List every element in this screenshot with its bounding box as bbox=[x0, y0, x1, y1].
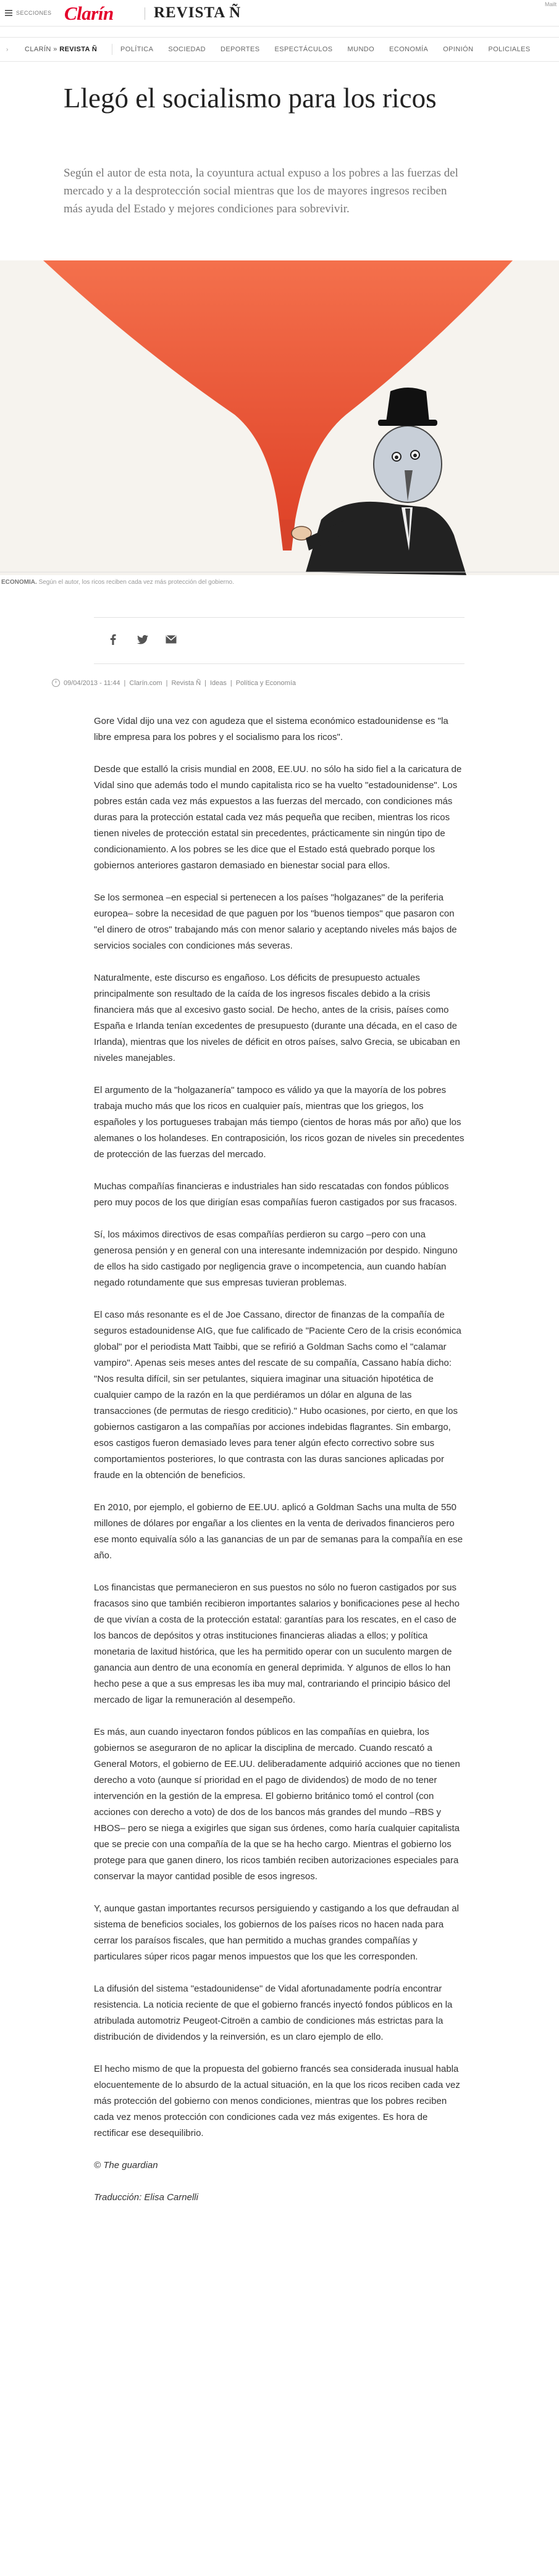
breadcrumb-site[interactable]: CLARÍN bbox=[25, 46, 51, 53]
article-meta bbox=[52, 679, 296, 687]
article-paragraph: Y, aunque gastan importantes recursos persiguiendo y castigando a los que defraudan al sistema de beneficios sociales, los gobiernos de los países ricos no hacen nada para cerrar los paraísos fiscales, que han permitido a muchas grandes compañías y particulares súper ricos pagar menos impuestos que los que les corresponden. bbox=[94, 1903, 459, 1962]
share-email-button[interactable] bbox=[163, 631, 179, 647]
hero-illustration bbox=[0, 260, 559, 575]
meta-separator: | bbox=[204, 679, 206, 687]
clock-icon bbox=[52, 679, 60, 687]
article-paragraph: Se los sermonea –en especial si pertenecen a los países "holgazanes" de la periferia europea– sobre la necesidad de que paguen por los "buenos tiempos" que pasaron con "el dinero de otros" trabajando más con menor salario y aceptando niveles más bajos de servicios sociales con condiciones más severas. bbox=[94, 892, 457, 951]
sections-menu-label: SECCIONES bbox=[16, 10, 52, 16]
nav-item-espectaculos[interactable]: ESPECTÁCULOS bbox=[274, 46, 333, 53]
article-paragraph: La difusión del sistema "estadounidense" de Vidal afortunadamente podría encontrar resistencia. La noticia reciente de que el gobierno francés inyectó fondos públicos en la atribulada automotriz Peugeot-Citroën a cambio de condiciones más estrictas para la distribución de dividendos y la reinversión, es un claro ejemplo de ello. bbox=[94, 1984, 453, 2042]
meta-subtopic-link[interactable]: Política y Economía bbox=[235, 679, 296, 687]
meta-date: 09/04/2013 - 11:44 bbox=[64, 679, 120, 687]
article-paragraph: El hecho mismo de que la propuesta del gobierno francés sea considerada inusual habla elocuentemente de lo absurdo de la actual situación, en la que los ricos reciben cada vez más protección del gobierno con menos condiciones, mientras que los pobres reciben cada vez menos protección con condiciones cada vez más exigentes. Es hora de rectificar ese desequilibrio. bbox=[94, 2064, 460, 2138]
clarin-logo[interactable]: Clarín bbox=[64, 2, 114, 24]
share-bar bbox=[94, 617, 464, 664]
email-icon bbox=[166, 635, 177, 644]
twitter-icon bbox=[137, 635, 148, 644]
image-caption bbox=[1, 579, 234, 586]
meta-separator: | bbox=[166, 679, 168, 687]
share-facebook-button[interactable] bbox=[105, 631, 121, 647]
meta-topic-link[interactable]: Ideas bbox=[210, 679, 227, 687]
article-paragraph: Los financistas que permanecieron en sus puestos no sólo no fueron castigados por sus fracasos sino que también recibieron importantes salarios y bonificaciones pese al hecho de que vivían a costa de la protección estatal: garantías para los rescates, en el caso de los bancos de depósitos y otras instituciones financieras aliadas a ellos; y política monetaria de laxitud histórica, que les ha permitido operar con un suculento margen de ganancia aun dentro de una economía en general deprimida. Y algunos de ellos lo han hecho pese a que a sus empresas les iba muy mal, contrariando el principio básico del mercado de ligar la remuneración al desempeño. bbox=[94, 1582, 460, 1705]
nav-item-policiales[interactable]: POLICIALES bbox=[488, 46, 531, 53]
signature-source: © The guardian bbox=[94, 2160, 158, 2171]
nav-item-mundo[interactable]: MUNDO bbox=[347, 46, 375, 53]
article-paragraph: Es más, aun cuando inyectaron fondos públicos en las compañías en quiebra, los gobiernos se aseguraron de no aplicar la disciplina de mercado. Cuando rescató a General Motors, el gobierno de EE.UU. deliberadamente adquirió acciones que no tienen derecho a voto (aunque sí prioridad en el pago de dividendos) de modo de no tener intervención en la gestión de la empresa. El gobierno británico tomó el control (con acciones con derecho a voto) de dos de los bancos más grandes del mundo –RBS y HBOS– pero se niega a exigirles que sigan sus órdenes, como haría cualquier capitalista que se precie con una compañía de la que se ha hecho cargo. Mientras el gobierno los protege para que ganen dinero, los ricos también reciben autorizaciones especiales para conservar la mayor cantidad posible de esos ingresos. bbox=[94, 1727, 460, 1882]
nav-item-economia[interactable]: ECONOMÍA bbox=[389, 46, 429, 53]
nav-item-deportes[interactable]: DEPORTES bbox=[220, 46, 260, 53]
nav-item-sociedad[interactable]: SOCIEDAD bbox=[168, 46, 206, 53]
breadcrumb bbox=[25, 46, 97, 53]
nav-item-opinion[interactable]: OPINIÓN bbox=[443, 46, 474, 53]
meta-separator: | bbox=[124, 679, 126, 687]
menu-icon bbox=[5, 10, 12, 16]
article-paragraph: Desde que estalló la crisis mundial en 2008, EE.UU. no sólo ha sido fiel a la caricatura de Vidal sino que además todo el mundo capitalista rico se ha vuelto "estadounidense". Los pobres están cada vez más expuestos a las fuerzas del mercado, con condiciones más duras para la protección estatal cada vez más pequeña que reciben, mientras los ricos tienen niveles de protección estatal sin precedentes, prácticamente sin ningún tipo de condicionamiento. A los pobres se les dice que el Estado está quebrado porque los gobiernos anteriores gastaron demasiado en bienestar social para ellos. bbox=[94, 764, 462, 871]
revista-n-logo[interactable]: REVISTA Ñ bbox=[154, 4, 242, 21]
sections-menu-button[interactable] bbox=[5, 6, 52, 20]
article-paragraph: En 2010, por ejemplo, el gobierno de EE.UU. aplicó a Goldman Sachs una multa de 550 millones de dólares por engañar a los clientes en la venta de derivados financieros pero ese monto equivalía sólo a las ganancias de un par de semanas para la compañía en ese año. bbox=[94, 1502, 463, 1561]
nav-toggle-icon[interactable]: › bbox=[6, 46, 9, 53]
meta-section-link[interactable]: Revista Ñ bbox=[171, 679, 201, 687]
meta-source-link[interactable]: Clarín.com bbox=[129, 679, 162, 687]
nav-items bbox=[120, 46, 545, 53]
article-title: Llegó el socialismo para los ricos bbox=[64, 83, 437, 114]
top-bar bbox=[0, 0, 559, 27]
caption-label: ECONOMIA. bbox=[1, 579, 37, 586]
caption-text: Según el autor, los ricos reciben cada vez más protección del gobierno. bbox=[38, 579, 234, 586]
article-paragraph: Muchas compañías financieras e industriales han sido rescatadas con fondos públicos pero muy pocos de los que dirigían esas compañías fueron castigados por sus fracasos. bbox=[94, 1181, 457, 1208]
nav-item-politica[interactable]: POLÍTICA bbox=[120, 46, 154, 53]
article-paragraph: Sí, los máximos directivos de esas compañías perdieron su cargo –pero con una generosa pensión y en general con una interesante indemnización por despido. Ninguno de ellos ha sido castigado por negligencia grave o incompetencia, aun cuando habían negado rotundamente que sus empresas tuvieran problemas. bbox=[94, 1229, 458, 1288]
breadcrumb-section[interactable]: REVISTA Ñ bbox=[59, 46, 98, 53]
article-body bbox=[94, 713, 464, 2222]
facebook-icon bbox=[110, 634, 116, 645]
article-paragraph: Naturalmente, este discurso es engañoso. Los déficits de presupuesto actuales principalmente son resultado de la caída de los ingresos fiscales debido a la crisis financiera más que al excesivo gasto social. De hecho, antes de la crisis, países como España e Irlanda tenían excedentes de presupuesto (durante una década, en el caso de Irlanda), mientras que los niveles de déficit en otros países, salvo Grecia, se ubicaban en niveles manejables. bbox=[94, 973, 460, 1063]
signature-translation: Traducción: Elisa Carnelli bbox=[94, 2192, 198, 2203]
share-twitter-button[interactable] bbox=[135, 631, 151, 647]
article-deck: Según el autor de esta nota, la coyuntura actual expuso a los pobres a las fuerzas del mercado y a la desprotección social mientras que los de mayores ingresos reciben más ayuda del Estado y mejores condiciones para sobrevivir. bbox=[64, 167, 458, 215]
meta-separator: | bbox=[230, 679, 232, 687]
top-right-link[interactable]: Mailt bbox=[544, 1, 557, 7]
section-nav bbox=[0, 37, 559, 62]
article-paragraph: Gore Vidal dijo una vez con agudeza que el sistema económico estadounidense es "la libre empresa para los pobres y el socialismo para los ricos". bbox=[94, 716, 448, 742]
article-paragraph: El argumento de la "holgazanería" tampoco es válido ya que la mayoría de los pobres trabaja mucho más que los ricos en cualquier país, mientras que los griegos, los españoles y los portugueses trabajan más tiempo (cientos de horas más por año) que los alemanes o los holandeses. En contraposición, los ricos gozan de niveles sin precedentes de protección de las fuerzas del mercado. bbox=[94, 1085, 464, 1160]
hero-image bbox=[0, 260, 559, 575]
breadcrumb-separator: » bbox=[53, 46, 57, 53]
article-paragraph: El caso más resonante es el de Joe Cassano, director de finanzas de la compañía de seguros estadounidense AIG, que fue calificado de "Paciente Cero de la crisis económica global" por el periodista Matt Taibbi, que se refirió a Goldman Sachs como el "calamar vampiro". Apenas seis meses antes del rescate de su compañía, Cassano había dicho: "Nos resulta difícil, sin ser petulantes, siquiera imaginar una situación hipotética de cualquier campo de la razón en la que perdiéramos un dólar en alguna de las transacciones (de permutas de riesgo crediticio)." Hubo ocasiones, por cierto, en que los gobiernos castigaron a las compañías por acciones indebidas flagrantes. Sin embargo, esos castigos fueron demasiado leves para tener algún efecto correctivo sobre sus comportamientos posteriores, lo que contrasta con las duras sanciones aplicadas por fraude en la obtención de beneficios. bbox=[94, 1310, 461, 1481]
